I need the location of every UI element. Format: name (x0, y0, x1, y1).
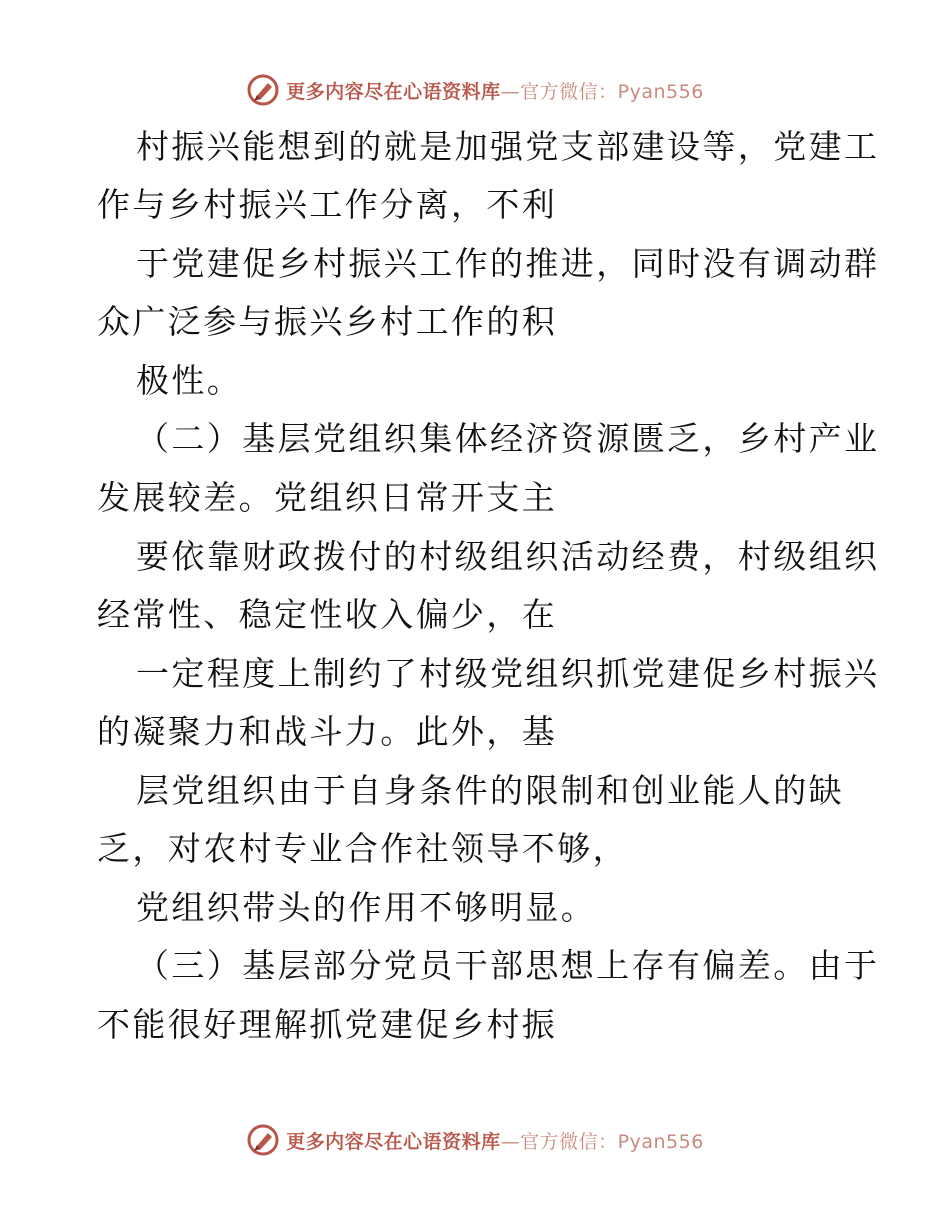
watermark-separator: — (500, 80, 521, 103)
text-line: 极性。 (136, 361, 243, 400)
text-line: 众广泛参与振兴乡村工作的积 (97, 302, 558, 341)
section-heading-3: （三）基层部分党员干部思想上存有偏差。由于 (136, 946, 880, 985)
watermark-brand: 更多内容尽在心语资料库 (286, 80, 501, 103)
text-line: 党组织带头的作用不够明显。 (136, 888, 597, 927)
text-line: 一定程度上制约了村级党组织抓党建促乡村振兴 (136, 654, 880, 693)
text-line: 于党建促乡村振兴工作的推进，同时没有调动群 (136, 244, 880, 283)
watermark-header (0, 70, 950, 110)
text-line: 不能很好理解抓党建促乡村振 (97, 1005, 558, 1044)
watermark-brand: 更多内容尽在心语资料库 (286, 1130, 501, 1153)
watermark-text (286, 77, 704, 104)
text-line: 要依靠财政拨付的村级组织活动经费，村级组织 (136, 537, 880, 576)
text-line: 乏，对农村专业合作社领导不够， (97, 829, 628, 868)
pen-nib-logo-icon (246, 73, 280, 107)
section-heading-2: （二）基层党组织集体经济资源匮乏，乡村产业 (136, 419, 880, 458)
text-line: 发展较差。党组织日常开支主 (97, 478, 558, 517)
text-line: 的凝聚力和战斗力。此外，基 (97, 712, 558, 751)
text-line: 层党组织由于自身条件的限制和创业能人的缺 (136, 771, 844, 810)
text-line: 作与乡村振兴工作分离，不利 (97, 185, 558, 224)
watermark-footer (0, 1120, 950, 1160)
text-line: 经常性、稳定性收入偏少，在 (97, 595, 558, 634)
pen-nib-logo-icon (246, 1123, 280, 1157)
watermark-wechat: 官方微信：Pyan556 (520, 1130, 704, 1153)
watermark-separator: — (500, 1130, 521, 1153)
text-line: 村振兴能想到的就是加强党支部建设等，党建工 (136, 127, 880, 166)
watermark-text (286, 1127, 704, 1154)
watermark-wechat: 官方微信：Pyan556 (520, 80, 704, 103)
